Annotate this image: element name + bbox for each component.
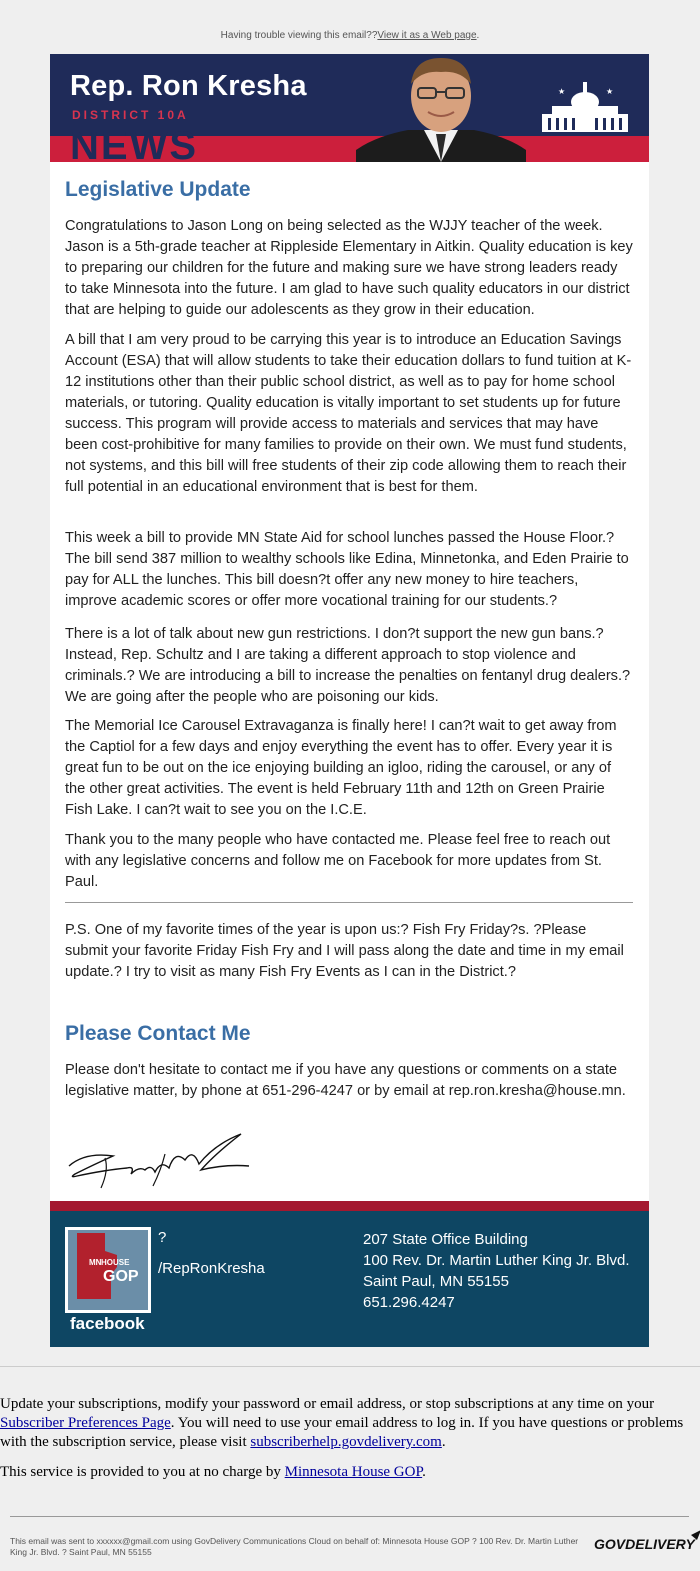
header-banner <box>50 54 649 162</box>
svg-text:★: ★ <box>558 87 566 96</box>
contact-text: Please don't hesitate to contact me if you have any questions or comments on a state legislative matter, by phone at 651-296-4247 or by email at rep.ron.kresha@house.mn. <box>65 1062 626 1099</box>
trouble-viewing-note <box>0 30 700 41</box>
address-line: 207 State Office Building <box>363 1231 528 1248</box>
service-text: This service is provided to you at no charge by <box>0 1464 285 1480</box>
svg-text:★: ★ <box>606 87 614 96</box>
news-label: NEWS <box>70 124 198 162</box>
office-phone: 651.296.4247 <box>363 1294 455 1311</box>
facebook-handle[interactable]: /RepRonKresha <box>158 1260 265 1277</box>
capitol-icon <box>538 78 632 134</box>
trouble-period: . <box>476 30 480 41</box>
ps-fish-fry: P.S. One of my favorite times of the year is upon us:? Fish Fry Friday?s. ?Please submit your favorite Friday Fish Fry and I will pass along the date and time in my email update.? I try to visit as many Fish Fry Events as I can in the District.? <box>65 922 624 980</box>
govdelivery-arrow-icon <box>691 1530 700 1540</box>
legislative-update-heading: Legislative Update <box>65 178 251 201</box>
footer-question-mark: ? <box>158 1229 167 1246</box>
footer-contact-bar <box>50 1201 649 1347</box>
service-end: . <box>422 1464 426 1480</box>
paragraph-school-lunches: This week a bill to provide MN State Aid for school lunches passed the House Floor.? The bill send 387 million to wealthy schools like Edina, Minnetonka, and Eden Prairie to pay for ALL the lunches. This bill doesn?t offer any new money to hire teachers, improve academic scores or offer more vocational training for our students.? <box>65 530 629 609</box>
subscription-text-2: . You will need to use your email address to log in. If you have questions or problems with the subscription service, please visit <box>0 1415 684 1450</box>
gop-logo-gop: GOP <box>103 1268 139 1285</box>
paragraph-ice-carousel: The Memorial Ice Carousel Extravaganza is finally here! I can?t wait to get away from the Captiol for a few days and enjoy everything the event has to offer. Every year it is great fun to be out on the ice enjoying building an igloo, riding the carousel, or any of the other great activities. The event is held February 11th and 12th on Green Prairie Fish Lake. I can?t wait to see you on the I.C.E. <box>65 718 617 818</box>
view-web-page-link[interactable]: View it as a Web page <box>377 30 477 41</box>
page-divider <box>0 1366 700 1367</box>
subscription-text: Update your subscriptions, modify your password or email address, or stop subscriptions at any time on your <box>0 1396 655 1412</box>
paragraph-education-savings: A bill that I am very proud to be carrying this year is to introduce an Education Savings Account (ESA) that will allow students to take their education dollars to fund tuition at K-12 institutions other than their public school district, as well as to pay for home school materials, or tutoring. Quality education is vitally important to set students up for future success. This program will provide access to materials and services that may have been cost-prohibitive for many families to provide on their own. We must fund students, not systems, and this bill will free students of their zip code allowing them to reach their full potential in an educational environment that is best for them. <box>65 332 632 495</box>
office-address <box>363 1229 630 1313</box>
paragraph-thank-you: Thank you to the many people who have contacted me. Please feel free to reach out with any legislative concerns and follow me on Facebook for more updates from St. Paul. <box>65 832 611 890</box>
paragraph-teacher-of-week: Congratulations to Jason Long on being selected as the WJJY teacher of the week. Jason is a 5th-grade teacher at Rippleside Elementary in Aitkin. Quality education is key to preparing our children for the future and making sure we have strong leaders ready to take Minnesota into the future. I am glad to have such quality educators in our district that are helping to guide our adolescents as they grow in their education. <box>65 218 633 318</box>
subscription-notice <box>0 1395 700 1452</box>
newsletter-card <box>50 54 649 1347</box>
subscriber-preferences-link[interactable]: Subscriber Preferences Page <box>0 1415 171 1431</box>
gop-logo-house: HOUSE <box>101 1258 130 1267</box>
minnesota-house-gop-link[interactable]: Minnesota House GOP <box>284 1464 423 1480</box>
service-notice <box>0 1464 426 1481</box>
contact-heading: Please Contact Me <box>65 1022 251 1045</box>
subscription-text-3: . <box>441 1434 446 1450</box>
legal-footer-text: This email was sent to xxxxxx@gmail.com using GovDelivery Communications Cloud on behalf of: Minnesota House GOP ? 100 Rev. Dr. Martin Luther King Jr. Blvd. ? Saint Paul, MN 55155 <box>10 1536 579 1557</box>
mn-house-gop-logo[interactable] <box>65 1227 151 1313</box>
signature-image <box>65 1130 255 1192</box>
section-divider <box>65 902 633 903</box>
address-line: Saint Paul, MN 55155 <box>363 1273 509 1290</box>
trouble-text: Having trouble viewing this email?? <box>220 30 378 41</box>
footer-red-strip <box>50 1201 649 1211</box>
legal-divider <box>10 1516 689 1517</box>
subscriber-help-link[interactable]: subscriberhelp.govdelivery.com <box>250 1434 442 1450</box>
paragraph-gun-restrictions: There is a lot of talk about new gun restrictions. I don?t support the new gun bans.? Instead, Rep. Schultz and I are taking a different approach to stop violence and criminals.? We are introducing a bill to increase the penalties on fentanyl drug dealers.? We are going after the people who are poisoning our kids. <box>65 626 631 705</box>
rep-portrait-image <box>356 54 526 162</box>
district-label: DISTRICT 10A <box>72 108 189 122</box>
address-line: 100 Rev. Dr. Martin Luther King Jr. Blvd. <box>363 1252 630 1269</box>
govdelivery-logo-text: GOVDELIVERY <box>594 1536 695 1552</box>
gop-logo-mn: MN <box>89 1258 102 1267</box>
govdelivery-logo[interactable] <box>594 1536 695 1552</box>
facebook-link[interactable]: facebook <box>70 1314 145 1333</box>
rep-name: Rep. Ron Kresha <box>70 70 307 102</box>
